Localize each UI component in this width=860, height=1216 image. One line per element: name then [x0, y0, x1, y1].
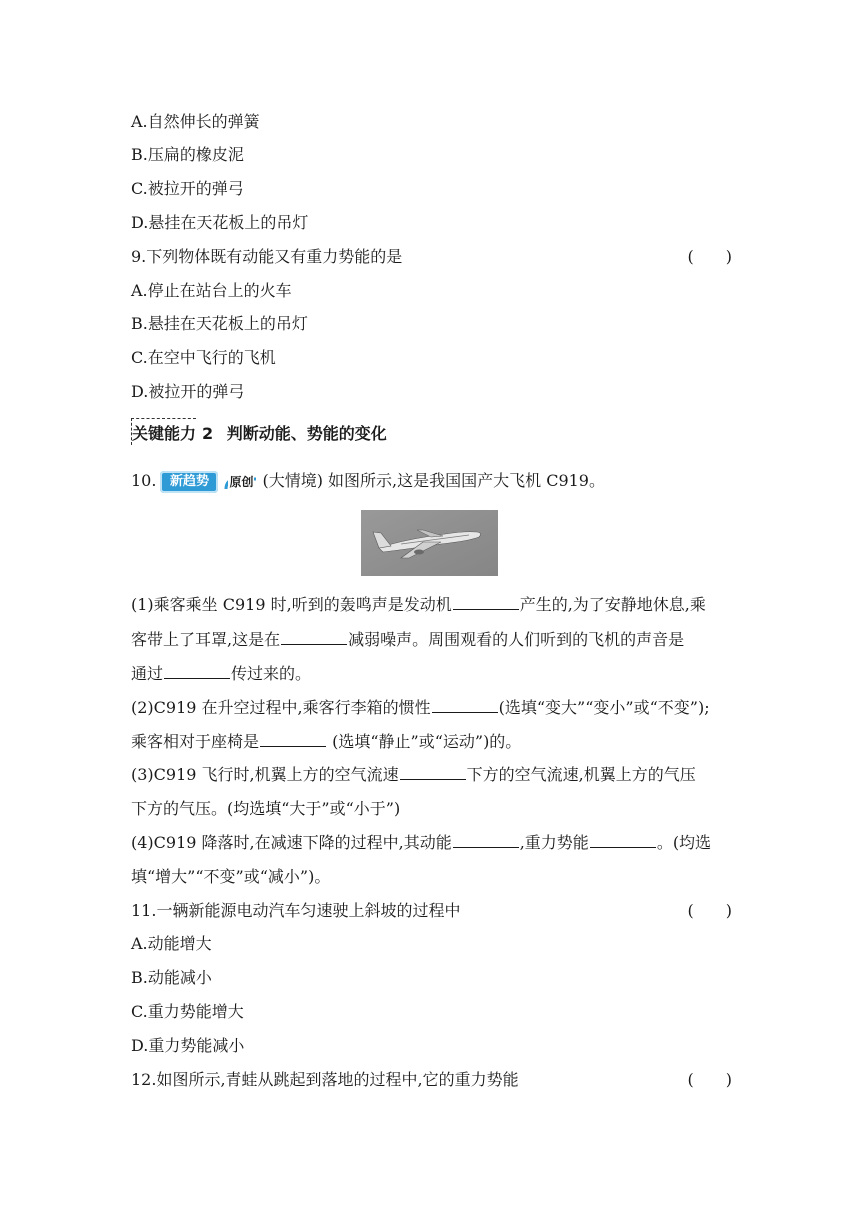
q10-p2-text-a: (2)C919 在升空过程中,乘客行李箱的惯性 — [131, 698, 431, 717]
q11-option-a: A.动能增大 — [131, 934, 212, 953]
q9-stem-line — [131, 245, 732, 269]
answer-blank[interactable] — [432, 696, 498, 713]
q11-answer-paren: ( ) — [687, 901, 732, 920]
section-tag: 关键能力 — [131, 418, 196, 445]
q10-p2-text-d: (选填“静止”或“运动”)的。 — [327, 732, 522, 751]
q10-p1-text-a: (1)乘客乘坐 C919 时,听到的轰鸣声是发动机 — [131, 595, 452, 614]
q10-p4-text-c: 。(均选 — [656, 833, 712, 852]
q11-stem-line — [131, 899, 732, 923]
q10-part3-line2: 下方的气压。(均选填“大于”或“小于”) — [131, 799, 401, 818]
q12-answer-paren: ( ) — [687, 1070, 732, 1089]
q10-p3-text-a: (3)C919 飞行时,机翼上方的空气流速 — [131, 765, 399, 784]
q11-stem: 11.一辆新能源电动汽车匀速驶上斜坡的过程中 — [131, 901, 461, 920]
q10-part2-line2 — [131, 730, 732, 754]
q10-part4-line1 — [131, 831, 732, 855]
q10-p2-text-b: (选填“变大”“变小”或“不变”); — [498, 698, 710, 717]
answer-blank[interactable] — [453, 593, 519, 610]
section-title: 判断动能、势能的变化 — [226, 424, 387, 443]
q10-stem: (大情境) 如图所示,这是我国国产大飞机 C919。 — [262, 471, 605, 490]
q10-p2-text-c: 乘客相对于座椅是 — [131, 732, 260, 751]
q10-p3-text-b: 下方的空气流速,机翼上方的气压 — [466, 765, 696, 784]
q8-option-a: A.自然伸长的弹簧 — [131, 112, 260, 131]
original-badge — [224, 469, 260, 495]
q10-part1-line3 — [131, 662, 732, 686]
q10-stem-line — [131, 468, 732, 495]
q10-p4-text-a: (4)C919 降落时,在减速下降的过程中,其动能 — [131, 833, 452, 852]
q10-p1-text-e: 通过 — [131, 664, 164, 683]
c919-airplane-photo — [361, 510, 498, 576]
q10-part1-line1 — [131, 593, 732, 617]
q11-option-d: D.重力势能减小 — [131, 1036, 245, 1055]
answer-blank[interactable] — [164, 662, 230, 679]
q10-part2-line1 — [131, 696, 732, 720]
section-heading — [131, 418, 387, 446]
q9-option-b: B.悬挂在天花板上的吊灯 — [131, 314, 308, 333]
q8-option-b: B.压扁的橡皮泥 — [131, 145, 244, 164]
answer-blank[interactable] — [260, 730, 326, 747]
q9-option-d: D.被拉开的弹弓 — [131, 382, 245, 401]
q11-option-b: B.动能减小 — [131, 968, 212, 987]
q10-p4-text-b: ,重力势能 — [519, 833, 589, 852]
q10-p1-text-d: 减弱噪声。周围观看的人们听到的飞机的声音是 — [348, 630, 685, 649]
q11-option-c: C.重力势能增大 — [131, 1002, 244, 1021]
new-trend-badge: 新趋势 — [160, 471, 218, 493]
q10-number: 10. — [131, 471, 157, 490]
q10-part3-line1 — [131, 763, 732, 787]
section-number: 2 — [202, 424, 214, 443]
q10-p1-text-f: 传过来的。 — [231, 664, 312, 683]
q12-stem-line — [131, 1068, 732, 1092]
q10-part4-line2: 填“增大”“不变”或“减小”)。 — [131, 867, 331, 886]
q9-stem: 9.下列物体既有动能又有重力势能的是 — [131, 247, 403, 266]
q8-option-c: C.被拉开的弹弓 — [131, 179, 244, 198]
answer-blank[interactable] — [590, 831, 656, 848]
airplane-image — [361, 510, 498, 576]
answer-blank[interactable] — [400, 763, 466, 780]
q10-part1-line2 — [131, 628, 732, 652]
q9-option-a: A.停止在站台上的火车 — [131, 281, 292, 300]
q10-p1-text-b: 产生的,为了安静地休息,乘 — [519, 595, 706, 614]
answer-blank[interactable] — [281, 628, 347, 645]
q10-p1-text-c: 客带上了耳罩,这是在 — [131, 630, 281, 649]
q9-answer-paren: ( ) — [687, 247, 732, 266]
original-badge-label: 原创 — [228, 469, 254, 495]
q12-stem: 12.如图所示,青蛙从跳起到落地的过程中,它的重力势能 — [131, 1070, 519, 1089]
q8-option-d: D.悬挂在天花板上的吊灯 — [131, 213, 309, 232]
q9-option-c: C.在空中飞行的飞机 — [131, 348, 276, 367]
answer-blank[interactable] — [453, 831, 519, 848]
